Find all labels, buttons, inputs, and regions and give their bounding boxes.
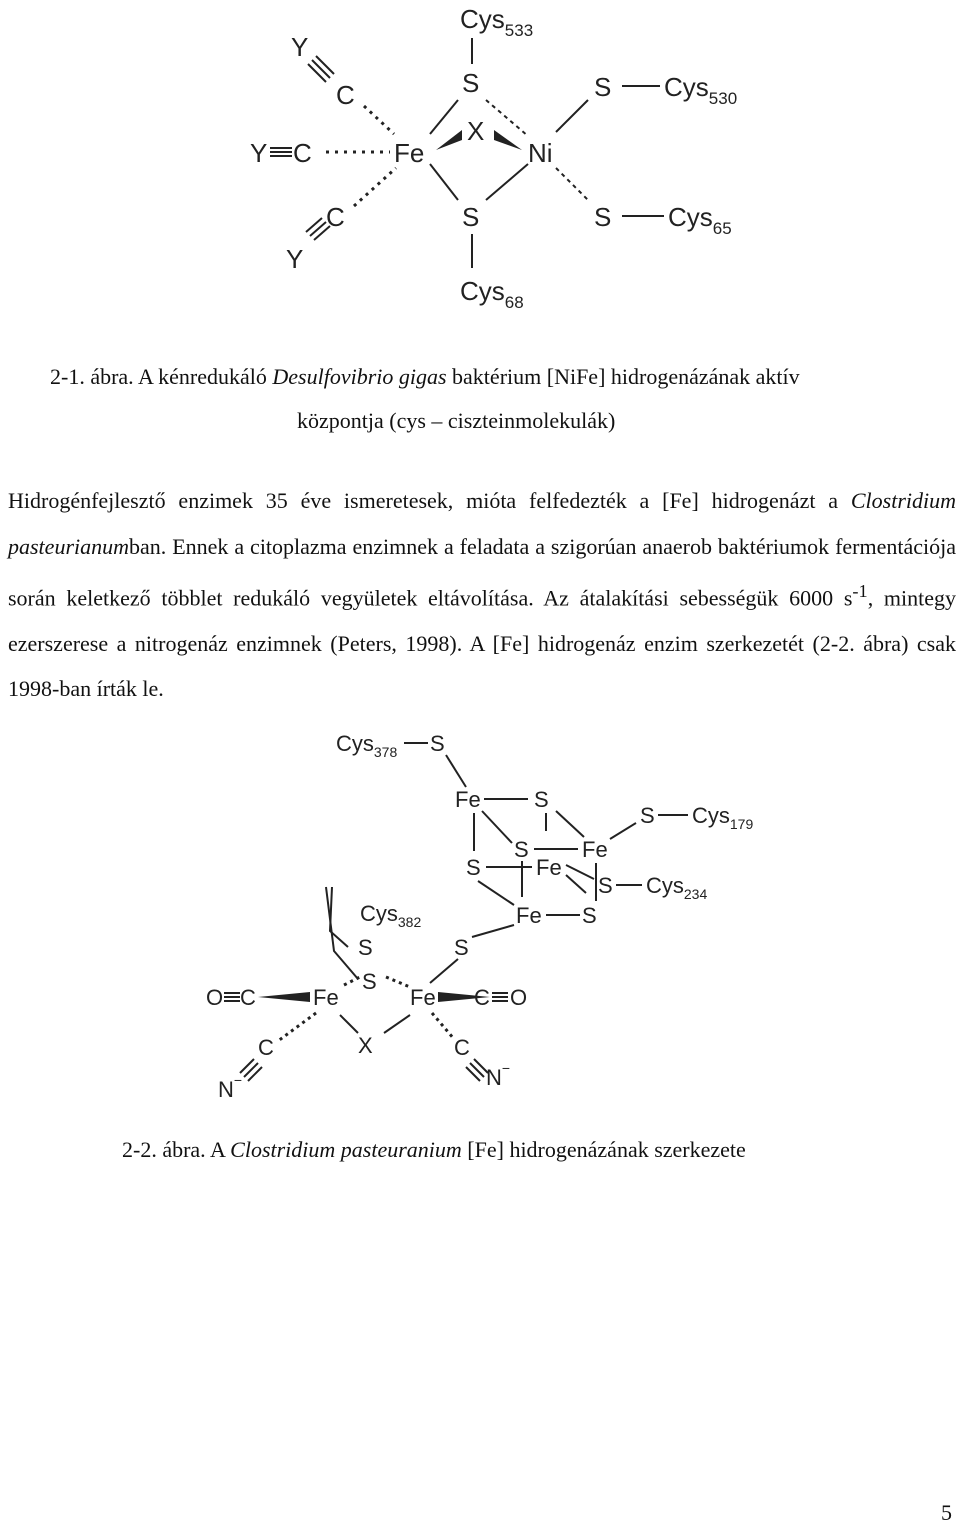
o-left-label: O xyxy=(206,985,224,1010)
s-234-label: S xyxy=(598,873,613,898)
s-d-label: S xyxy=(582,903,597,928)
y3-label: Y xyxy=(286,244,304,274)
x-bridge-label: X xyxy=(358,1033,373,1058)
cys533-label: Cys$_{533}$ xyxy=(460,4,534,40)
s-right-bottom-label: S xyxy=(594,202,612,232)
cys234-label: Cys$_{234}$ xyxy=(646,873,708,902)
s-right-top-label: S xyxy=(594,72,612,102)
fe-d-label: Fe xyxy=(516,903,542,928)
s-bridge-label: S xyxy=(454,935,469,960)
n-right-label: N− xyxy=(486,1060,511,1090)
cys179-label: Cys$_{179}$ xyxy=(692,803,754,832)
cys68-label: Cys$_{68}$ xyxy=(460,276,524,312)
y1-label: Y xyxy=(291,32,309,62)
s-179-label: S xyxy=(640,803,655,828)
s-378-label: S xyxy=(430,731,445,756)
figure-1-caption-line-1: 2-1. ábra. A kénredukáló Desulfovibrio gigas baktérium [NiFe] hidrogenázának aktív xyxy=(50,364,800,389)
s-bottom-label: S xyxy=(462,202,480,232)
c3-label: C xyxy=(326,202,345,232)
page-number: 5 xyxy=(941,1500,952,1525)
fe-b-label: Fe xyxy=(582,837,608,862)
c2-label: C xyxy=(293,138,312,168)
n-left-label: N− xyxy=(218,1072,243,1102)
figure-2-fe-hydrogenase-structure xyxy=(0,715,960,1115)
fe-left-label: Fe xyxy=(313,985,339,1010)
cys382-label: Cys$_{382}$ xyxy=(360,901,422,930)
cys65-label: Cys$_{65}$ xyxy=(668,202,732,238)
cys530-label: Cys$_{530}$ xyxy=(664,72,738,108)
s-a-label: S xyxy=(534,787,549,812)
fe-right-label: Fe xyxy=(410,985,436,1010)
ni-label: Ni xyxy=(528,138,553,168)
c-left-label: C xyxy=(240,985,256,1010)
fe-a-label: Fe xyxy=(455,787,481,812)
figure-2-caption: 2-2. ábra. A Clostridium pasteuranium [Fe] hidrogenázának szerkezete xyxy=(122,1137,746,1162)
x-label: X xyxy=(467,116,485,146)
fe-label: Fe xyxy=(394,138,425,168)
y2-label: Y xyxy=(250,138,268,168)
o-right-label: O xyxy=(510,985,528,1010)
fe-c-label: Fe xyxy=(536,855,562,880)
c1-label: C xyxy=(336,80,355,110)
cys378-label: Cys$_{378}$ xyxy=(336,731,398,760)
figure-1-caption-line-2: központja (cys – ciszteinmolekulák) xyxy=(297,408,616,433)
s-382-label: S xyxy=(358,935,373,960)
figure-1-nife-active-site xyxy=(0,0,960,330)
c-cn-left-label: C xyxy=(258,1035,274,1060)
s-mid-label: S xyxy=(362,969,377,994)
s-b-label: S xyxy=(514,837,529,862)
s-top-label: S xyxy=(462,68,480,98)
body-paragraph: Hidrogénfejlesztő enzimek 35 éve ismeretesek, mióta felfedezték a [Fe] hidrogenázt a Clostridium pasteurianumban. Ennek a citoplazma enzimnek a feladata a szigorúan anaerob baktériumok fermentációja során keletkező többlet redukáló vegyületek eltávolítása. Az átalakítási sebességük 6000 $s^{-1}$, mintegy ezerszerese a nitrogenáz enzimnek (Peters, 1998). A [Fe] hidrogenáz enzim szerkezetét (2-2. ábra) csak 1998-ban írták le. xyxy=(8,488,956,702)
c-cn-right-label: C xyxy=(454,1035,470,1060)
s-c-label: S xyxy=(466,855,481,880)
c-right-label: C xyxy=(474,985,490,1010)
